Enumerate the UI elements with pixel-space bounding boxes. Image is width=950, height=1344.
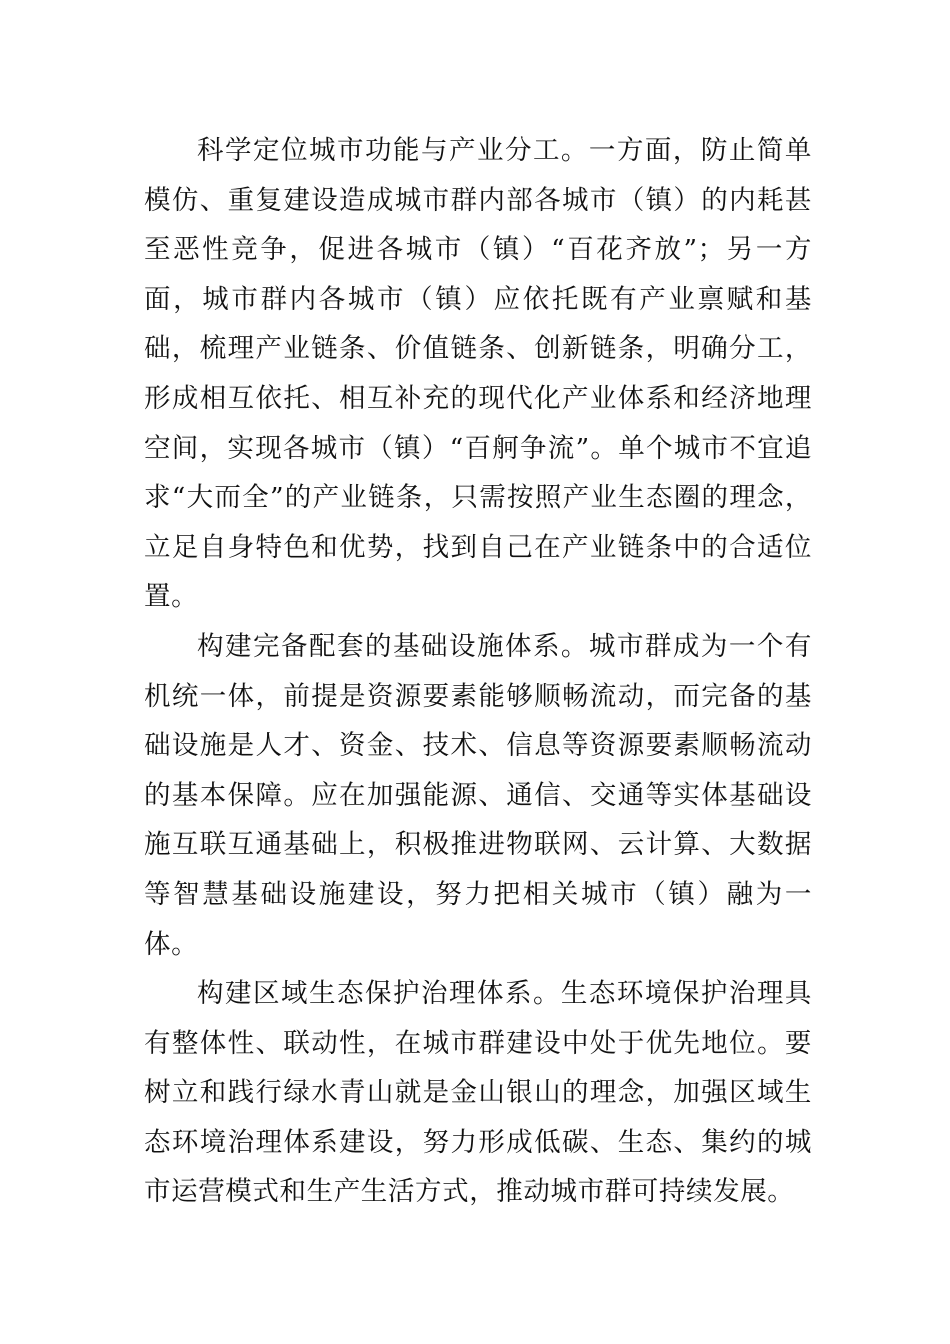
paragraph-infrastructure: 构建完备配套的基础设施体系。城市群成为一个有机统一体，前提是资源要素能够顺畅流动，而完备的基础设施是人才、资金、技术、信息等资源要素顺畅流动的基本保障。应在加强能源、通信、交通等实体基础设施互联互通基础上，积极推进物联网、云计算、大数据等智慧基础设施建设，努力把相关城市（镇）融为一体。 [144,630,812,960]
document-body [144,126,812,1217]
paragraph-urban-function: 科学定位城市功能与产业分工。一方面，防止简单模仿、重复建设造成城市群内部各城市（镇）的内耗甚至恶性竞争，促进各城市（镇）“百花齐放”；另一方面，城市群内各城市（镇）应依托既有产业禀赋和基础，梳理产业链条、价值链条、创新链条，明确分工，形成相互依托、相互补充的现代化产业体系和经济地理空间，实现各城市（镇）“百舸争流”。单个城市不宜追求“大而全”的产业链条，只需按照产业生态圈的理念，立足自身特色和优势，找到自己在产业链条中的合适位置。 [144,135,812,613]
paragraph-ecology: 构建区域生态保护治理体系。生态环境保护治理具有整体性、联动性，在城市群建设中处于优先地位。要树立和践行绿水青山就是金山银山的理念，加强区域生态环境治理体系建设，努力形成低碳、生态、集约的城市运营模式和生产生活方式，推动城市群可持续发展。 [144,978,812,1208]
